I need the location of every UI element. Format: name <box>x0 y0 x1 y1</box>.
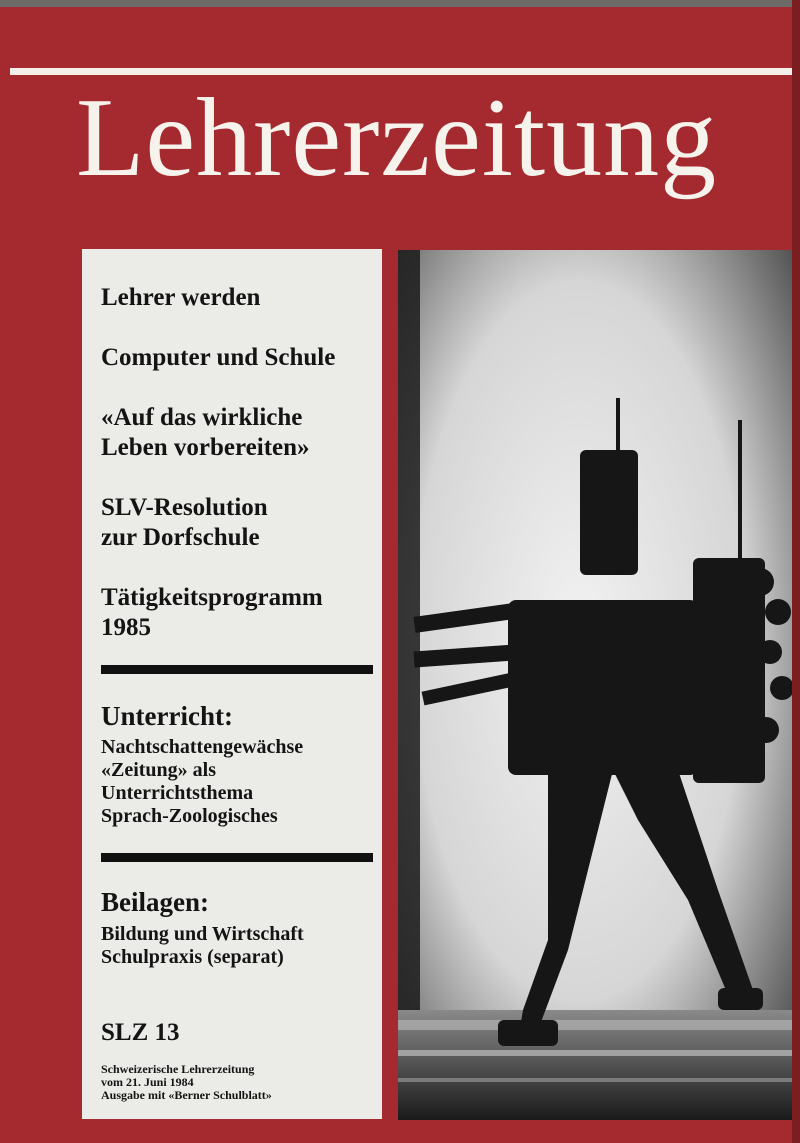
issue-date: vom 21. Juni 1984 <box>101 1075 194 1089</box>
contents-line: 1985 <box>101 614 151 641</box>
contents-item-lehrer-werden <box>101 283 260 313</box>
contents-line: Leben vorbereiten» <box>101 434 310 461</box>
publication-name: Schweizerische Lehrerzeitung <box>101 1062 255 1076</box>
unterricht-line: Sprach-Zoologisches <box>101 805 278 827</box>
robot-figure-photo <box>398 250 800 1120</box>
contents-line: Lehrer werden <box>101 284 261 311</box>
section-divider <box>101 853 373 862</box>
beilagen-line: Schulpraxis (separat) <box>101 946 284 968</box>
unterricht-heading: Unterricht: <box>101 701 233 731</box>
unterricht-line: «Zeitung» als <box>101 759 217 781</box>
top-edge <box>0 0 800 7</box>
issue-number: SLZ 13 <box>101 1019 180 1046</box>
contents-item-taetigkeitsprogramm <box>101 583 323 643</box>
cover-photo <box>398 250 800 1120</box>
contents-panel <box>82 249 382 1119</box>
contents-line: zur Dorfschule <box>101 524 260 551</box>
contents-item-wirkliche-leben <box>101 403 310 463</box>
beilagen-line: Bildung und Wirtschaft <box>101 923 304 945</box>
contents-item-slv-resolution <box>101 493 268 553</box>
contents-line: Tätigkeitsprogramm <box>101 584 323 611</box>
unterricht-line: Unterrichtsthema <box>101 782 254 804</box>
contents-line: Computer und Schule <box>101 344 336 371</box>
contents-item-computer <box>101 343 335 373</box>
masthead-rule <box>10 68 800 75</box>
contents-line: SLV-Resolution <box>101 494 268 521</box>
section-divider <box>101 665 373 674</box>
issue-edition: Ausgabe mit «Berner Schulblatt» <box>101 1088 272 1102</box>
beilagen-heading: Beilagen: <box>101 887 209 917</box>
contents-line: «Auf das wirkliche <box>101 404 303 431</box>
masthead-title: Lehrerzeitung <box>76 76 718 200</box>
unterricht-line: Nachtschattengewächse <box>101 736 304 758</box>
right-edge <box>792 0 800 1143</box>
